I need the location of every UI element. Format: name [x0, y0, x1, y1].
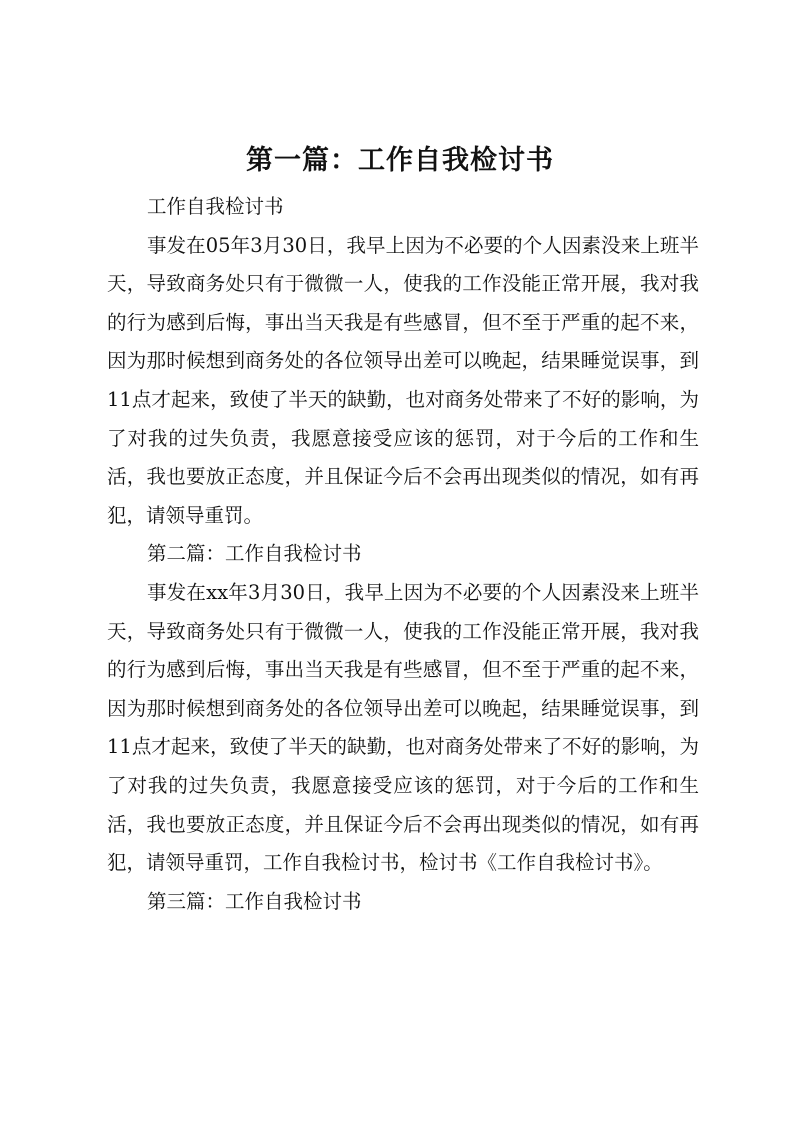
document-title: 第一篇：工作自我检讨书	[246, 145, 554, 176]
paragraph-2: 事发在xx年3月30日，我早上因为不必要的个人因素没来上班半天，导致商务处只有于微微一人，使我的工作没能正常开展，我对我的行为感到后悔，事出当天我是有些感冒，但不至于严重的起不来，因为那时候想到商务处的各位领导出差可以晚起，结果睡觉误事，到11点才起来，致使了半天的缺勤，也对商务处带来了不好的影响，为了对我的过失负责，我愿意接受应该的惩罚，对于今后的工作和生活，我也要放正态度，并且保证今后不会再出现类似的情况，如有再犯，请领导重罚，工作自我检讨书，检讨书《工作自我检讨书》。	[107, 580, 699, 875]
section-subtitle: 工作自我检讨书	[147, 195, 284, 218]
section-heading-3: 第三篇：工作自我检讨书	[147, 889, 362, 913]
document-body	[107, 188, 699, 921]
paragraph-1: 事发在05年3月30日，我早上因为不必要的个人因素没来上班半天，导致商务处只有于微微一人，使我的工作没能正常开展，我对我的行为感到后悔，事出当天我是有些感冒，但不至于严重的起不来，因为那时候想到商务处的各位领导出差可以晚起，结果睡觉误事，到11点才起来，致使了半天的缺勤，也对商务处带来了不好的影响，为了对我的过失负责，我愿意接受应该的惩罚，对于今后的工作和生活，我也要放正态度，并且保证今后不会再出现类似的情况，如有再犯，请领导重罚。	[107, 233, 699, 527]
section-heading-2: 第二篇：工作自我检讨书	[147, 542, 362, 566]
